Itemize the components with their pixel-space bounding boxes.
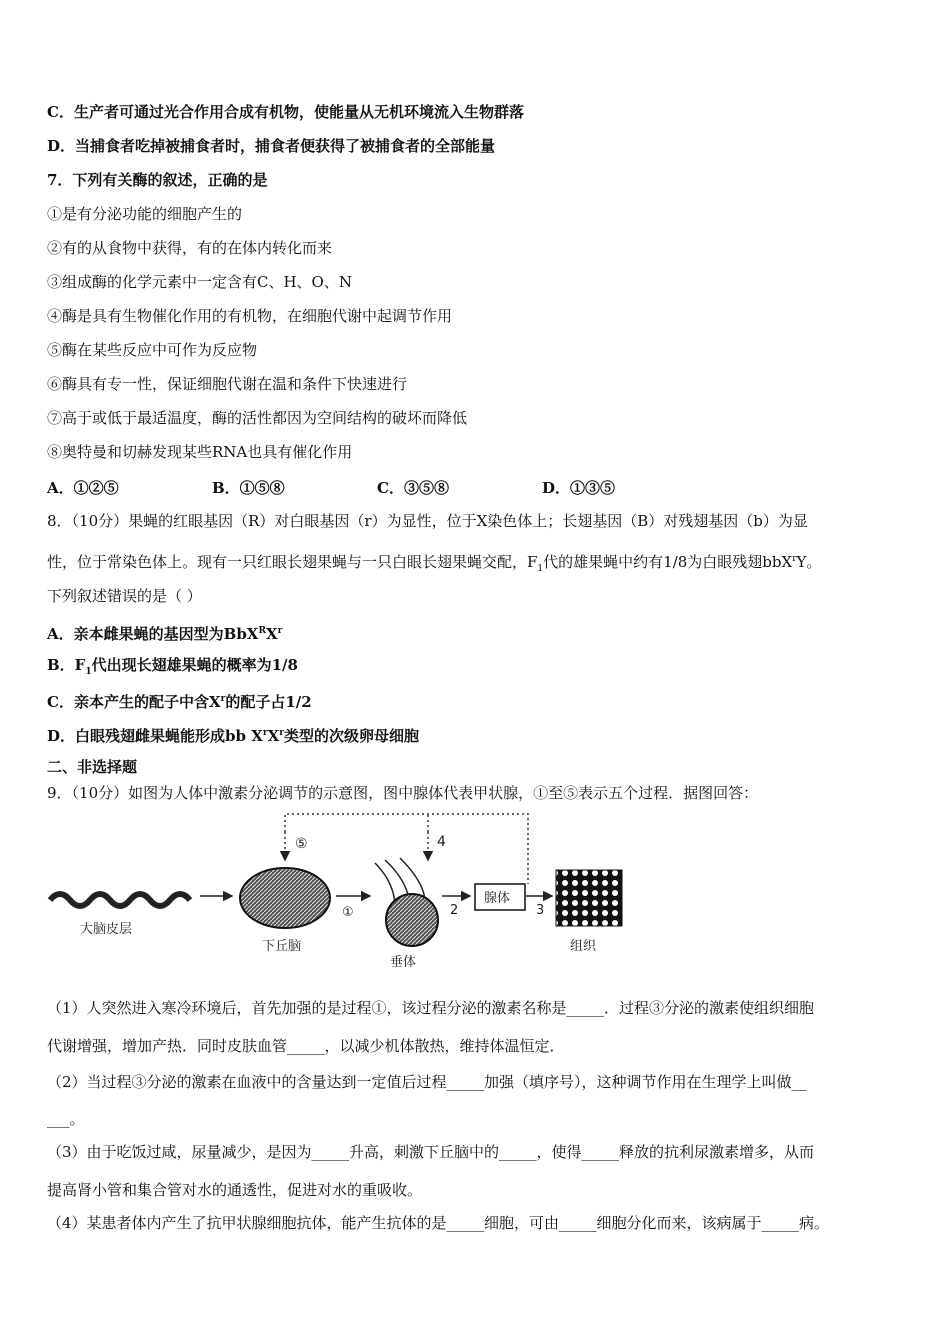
- q7-item: ②有的从食物中获得，有的在体内转化而来: [47, 239, 333, 257]
- q9-part1-line1: （1）人突然进入寒冷环境后，首先加强的是过程①，该过程分泌的激素名称是_____．过程③分泌的激素使组织细胞: [47, 999, 815, 1017]
- label-process-4: 4: [437, 834, 446, 850]
- section-title: 二、非选择题: [47, 758, 138, 776]
- q7-item: ③组成酶的化学元素中一定含有C、H、O、N: [47, 273, 352, 291]
- hypothalamus-shape: [240, 868, 330, 928]
- label-hypothalamus: 下丘脑: [262, 939, 302, 954]
- q8-stem-line2: 性，位于常染色体上。现有一只红眼长翅果蝇与一只白眼长翅果蝇交配，$F_1$代的雄果蝇中约有1/8为白眼残翅bbX$^r$Y。: [47, 553, 822, 574]
- label-cerebral-cortex: 大脑皮层: [80, 922, 133, 937]
- q7-item: ①是有分泌功能的细胞产生的: [47, 205, 243, 223]
- q7-item: ⑧奥特曼和切赫发现某些RNA也具有催化作用: [47, 443, 353, 461]
- label-process-1: ①: [342, 905, 354, 920]
- label-tissue: 组织: [570, 939, 597, 954]
- label-process-5: ⑤: [295, 836, 308, 852]
- tissue-shape: [556, 870, 622, 926]
- label-process-3: 3: [536, 903, 545, 918]
- q9-part2-line1: （2）当过程③分泌的激素在血液中的含量达到一定值后过程_____加强（填序号），这种调节作用在生理学上叫做__: [47, 1073, 807, 1091]
- q9-stem: 9．（10分）如图为人体中激素分泌调节的示意图，图中腺体代表甲状腺，①至⑤表示五个过程．据图回答：: [47, 784, 759, 802]
- feedback-line-5: [285, 814, 528, 884]
- pituitary-shape: [386, 894, 438, 946]
- label-process-2: 2: [450, 903, 459, 918]
- q9-part2-line2: ___。: [47, 1110, 85, 1128]
- q8-option-d: D．白眼残翅雌果蝇能形成bb $X^rX^r$类型的次级卵母细胞: [47, 727, 420, 745]
- q8-option-c: C．亲本产生的配子中含$X^r$的配子占1/2: [47, 693, 312, 711]
- q6-option-d: D．当捕食者吃掉被捕食者时，捕食者便获得了被捕食者的全部能量: [47, 137, 496, 155]
- q8-option-b: B．$F_1$代出现长翅雄果蝇的概率为1/8: [47, 656, 298, 677]
- label-gland: 腺体: [484, 891, 511, 906]
- hormone-regulation-diagram: [40, 808, 660, 978]
- q9-part3-line2: 提高肾小管和集合管对水的通透性，促进对水的重吸收。: [47, 1181, 423, 1199]
- q8-stem-line3: 下列叙述错误的是（ ）: [47, 587, 202, 605]
- q9-part1-line2: 代谢增强，增加产热．同时皮肤血管_____，以减少机体散热，维持体温恒定．: [47, 1037, 565, 1055]
- q7-item: ④酶是具有生物催化作用的有机物，在细胞代谢中起调节作用: [47, 307, 453, 325]
- label-pituitary: 垂体: [390, 955, 417, 970]
- q7-option-c: C．③⑤⑧: [377, 479, 449, 497]
- q7-item: ⑤酶在某些反应中可作为反应物: [47, 341, 258, 359]
- q7-option-a: A．①②⑤: [47, 479, 119, 497]
- cerebral-cortex-shape: [50, 894, 190, 906]
- q7-option-d: D．①③⑤: [542, 479, 616, 497]
- q9-part4: （4）某患者体内产生了抗甲状腺细胞抗体，能产生抗体的是_____细胞，可由_____细胞分化而来，该病属于_____病。: [47, 1214, 830, 1232]
- q8-option-a: A．亲本雌果蝇的基因型为$BbX^RX^r$: [47, 625, 283, 643]
- q6-option-c: C．生产者可通过光合作用合成有机物，使能量从无机环境流入生物群落: [47, 103, 524, 121]
- q7-item: ⑦高于或低于最适温度，酶的活性都因为空间结构的破坏而降低: [47, 409, 468, 427]
- q8-stem-line1: 8．（10分）果蝇的红眼基因（R）对白眼基因（r）为显性，位于X染色体上；长翅基因（B）对残翅基因（b）为显: [47, 512, 808, 530]
- q7-item: ⑥酶具有专一性，保证细胞代谢在温和条件下快速进行: [47, 375, 408, 393]
- q7-option-b: B．①⑤⑧: [212, 479, 285, 497]
- q9-part3-line1: （3）由于吃饭过咸，尿量减少，是因为_____升高，刺激下丘脑中的_____，使得_____释放的抗利尿激素增多，从而: [47, 1143, 815, 1161]
- q7-stem: 7．下列有关酶的叙述，正确的是: [47, 171, 268, 189]
